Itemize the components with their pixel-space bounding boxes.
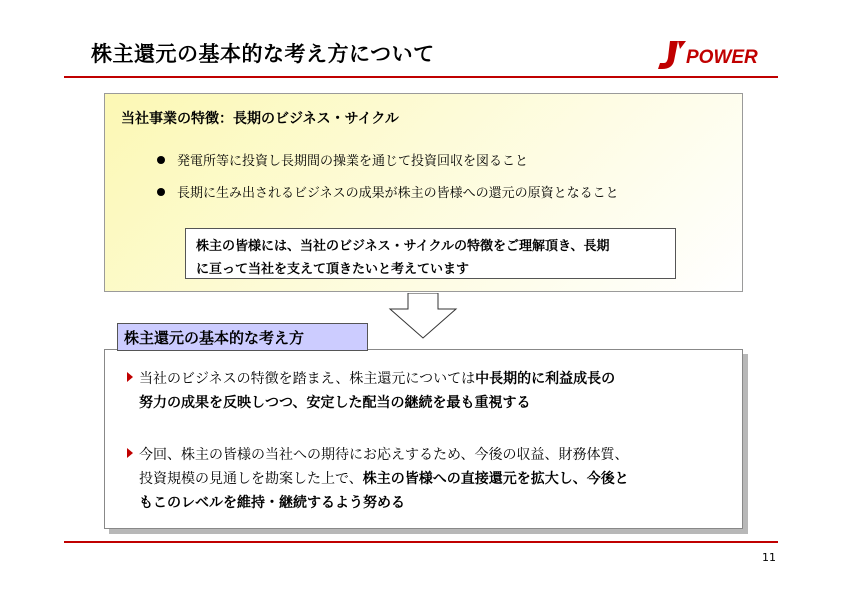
policy-emphasis: 中長期的に利益成長の xyxy=(475,371,616,387)
logo-mark-icon xyxy=(658,41,678,69)
policy-paragraph xyxy=(139,367,733,415)
bullet-dot-icon xyxy=(157,156,165,164)
business-feature-box xyxy=(104,93,743,292)
header-rule xyxy=(64,76,778,78)
bullet-text: 発電所等に投資し長期間の操業を通じて投資回収を図ること xyxy=(177,154,529,169)
triangle-bullet-icon xyxy=(127,448,133,458)
policy-emphasis: 株主の皆様への直接還元を拡大し、今後と xyxy=(362,471,629,487)
footer-rule xyxy=(64,541,778,543)
page-number: 11 xyxy=(762,551,776,564)
policy-label: 株主還元の基本的な考え方 xyxy=(117,323,368,351)
logo-swoosh-icon xyxy=(678,41,686,49)
policy-emphasis: もこのレベルを維持・継続するよう努める xyxy=(139,495,405,511)
down-arrow-icon xyxy=(388,293,458,339)
bullet-item xyxy=(157,182,619,201)
bullet-text: 長期に生み出されるビジネスの成果が株主の皆様への還元の原資となること xyxy=(177,186,619,201)
bullet-dot-icon xyxy=(157,188,165,196)
page-title: 株主還元の基本的な考え方について xyxy=(91,42,435,66)
business-feature-heading: 当社事業の特徴：長期のビジネス・サイクル xyxy=(121,111,399,127)
policy-text: 投資規模の見通しを勘案した上で、 xyxy=(139,471,363,487)
policy-box xyxy=(104,349,743,529)
triangle-bullet-icon xyxy=(127,372,133,382)
note-line: 株主の皆様には、当社のビジネス・サイクルの特徴をご理解頂き、長期 xyxy=(196,239,610,254)
shareholder-note-box xyxy=(185,228,676,279)
jpower-logo xyxy=(656,39,782,71)
policy-text: 今回、株主の皆様の当社への期待にお応えするため、今後の収益、財務体質、 xyxy=(139,447,629,463)
policy-text: 当社のビジネスの特徴を踏まえ、株主還元については xyxy=(139,371,476,387)
policy-paragraph xyxy=(139,443,733,515)
policy-emphasis: 努力の成果を反映しつつ、 xyxy=(139,395,307,411)
bullet-item xyxy=(157,150,528,169)
logo-text: POWER xyxy=(686,47,758,68)
note-line: に亘って当社を支えて頂きたいと考えています xyxy=(196,262,470,277)
policy-emphasis: 安定した配当の継続を最も重視する xyxy=(306,395,531,411)
